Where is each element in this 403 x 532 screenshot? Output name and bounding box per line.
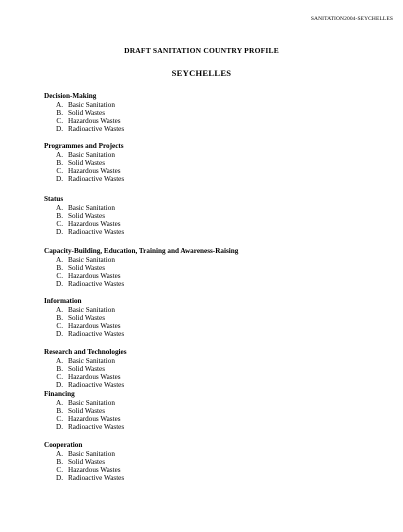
item-letter: C. (56, 415, 63, 424)
item-letter: D. (56, 175, 63, 184)
list-item (44, 399, 124, 407)
list-item (44, 175, 124, 183)
item-text: Radioactive Wastes (68, 125, 125, 134)
item-letter: A. (56, 449, 63, 458)
list-item (44, 365, 127, 373)
item-text: Solid Wastes (68, 263, 106, 272)
item-text: Basic Sanitation (68, 305, 115, 314)
item-letter: B. (56, 313, 63, 322)
item-text: Radioactive Wastes (68, 474, 125, 483)
list-item (44, 280, 238, 288)
item-text: Basic Sanitation (68, 255, 115, 264)
item-letter: A. (56, 356, 63, 365)
item-letter: D. (56, 125, 63, 134)
item-text: Radioactive Wastes (68, 330, 125, 339)
item-text: Solid Wastes (68, 108, 106, 117)
item-text: Basic Sanitation (68, 100, 115, 109)
item-letter: A. (56, 305, 63, 314)
list-item (44, 466, 124, 474)
section-heading: Programmes and Projects (44, 142, 124, 150)
list-item (44, 357, 127, 365)
item-text: Hazardous Wastes (68, 415, 121, 424)
section-cooperation (44, 441, 124, 483)
list-item (44, 212, 124, 220)
list-item (44, 330, 124, 338)
list-item (44, 314, 124, 322)
list-item (44, 125, 124, 133)
item-letter: A. (56, 150, 63, 159)
section-programmes-and-projects (44, 142, 124, 184)
list-item (44, 474, 124, 482)
list-item (44, 256, 238, 264)
item-text: Solid Wastes (68, 364, 106, 373)
list-item (44, 381, 127, 389)
list-item (44, 272, 238, 280)
list-item (44, 117, 124, 125)
list-item (44, 101, 124, 109)
list-item (44, 151, 124, 159)
list-item (44, 220, 124, 228)
item-letter: C. (56, 322, 63, 331)
list-item (44, 264, 238, 272)
list-item (44, 204, 124, 212)
section-information (44, 297, 124, 339)
list-item (44, 167, 124, 175)
item-text: Solid Wastes (68, 211, 106, 220)
running-header: SANITATION2004-SEYCHELLES (310, 16, 393, 22)
item-text: Solid Wastes (68, 406, 106, 415)
item-text: Solid Wastes (68, 313, 106, 322)
item-text: Radioactive Wastes (68, 175, 125, 184)
item-letter: B. (56, 158, 63, 167)
item-text: Hazardous Wastes (68, 220, 121, 229)
section-status (44, 195, 124, 237)
item-letter: B. (56, 364, 63, 373)
section-decision-making (44, 92, 124, 134)
section-heading: Capacity-Building, Education, Training and Awareness-Raising (44, 247, 239, 255)
item-text: Basic Sanitation (68, 398, 115, 407)
list-item (44, 423, 124, 431)
section-heading: Information (44, 297, 82, 305)
item-letter: B. (56, 406, 63, 415)
item-text: Hazardous Wastes (68, 272, 121, 281)
section-heading: Research and Technologies (44, 348, 127, 356)
section-heading: Financing (44, 390, 75, 398)
item-letter: C. (56, 167, 63, 176)
item-letter: C. (56, 373, 63, 382)
item-letter: B. (56, 457, 63, 466)
item-letter: A. (56, 398, 63, 407)
item-letter: A. (56, 203, 63, 212)
item-letter: D. (56, 330, 63, 339)
list-item (44, 415, 124, 423)
item-text: Hazardous Wastes (68, 373, 121, 382)
item-text: Radioactive Wastes (68, 228, 125, 237)
item-text: Solid Wastes (68, 457, 106, 466)
country-name: SEYCHELLES (171, 68, 232, 78)
item-letter: D. (56, 228, 63, 237)
list-item (44, 407, 124, 415)
list-item (44, 322, 124, 330)
item-letter: C. (56, 220, 63, 229)
list-item (44, 458, 124, 466)
item-letter: A. (56, 100, 63, 109)
item-text: Basic Sanitation (68, 449, 115, 458)
section-heading: Decision-Making (44, 92, 97, 100)
item-text: Solid Wastes (68, 158, 106, 167)
item-text: Basic Sanitation (68, 203, 115, 212)
item-text: Radioactive Wastes (68, 280, 125, 289)
document-title: DRAFT SANITATION COUNTRY PROFILE (124, 46, 279, 55)
section-financing (44, 390, 124, 432)
item-letter: A. (56, 255, 63, 264)
item-text: Basic Sanitation (68, 150, 115, 159)
list-item (44, 306, 124, 314)
item-letter: B. (56, 263, 63, 272)
item-text: Basic Sanitation (68, 356, 115, 365)
item-text: Hazardous Wastes (68, 466, 121, 475)
list-item (44, 228, 124, 236)
list-item (44, 373, 127, 381)
item-letter: B. (56, 108, 63, 117)
item-letter: C. (56, 117, 63, 126)
item-text: Hazardous Wastes (68, 167, 121, 176)
section-capacity-building (44, 247, 238, 289)
item-text: Radioactive Wastes (68, 423, 125, 432)
item-letter: D. (56, 280, 63, 289)
item-letter: C. (56, 272, 63, 281)
item-text: Radioactive Wastes (68, 381, 125, 390)
section-research-and-technologies (44, 348, 127, 390)
item-letter: D. (56, 381, 63, 390)
item-letter: C. (56, 466, 63, 475)
item-letter: D. (56, 474, 63, 483)
item-text: Hazardous Wastes (68, 117, 121, 126)
list-item (44, 159, 124, 167)
section-heading: Cooperation (44, 441, 83, 449)
section-heading: Status (44, 195, 64, 203)
list-item (44, 109, 124, 117)
list-item (44, 450, 124, 458)
item-text: Hazardous Wastes (68, 322, 121, 331)
item-letter: D. (56, 423, 63, 432)
item-letter: B. (56, 211, 63, 220)
